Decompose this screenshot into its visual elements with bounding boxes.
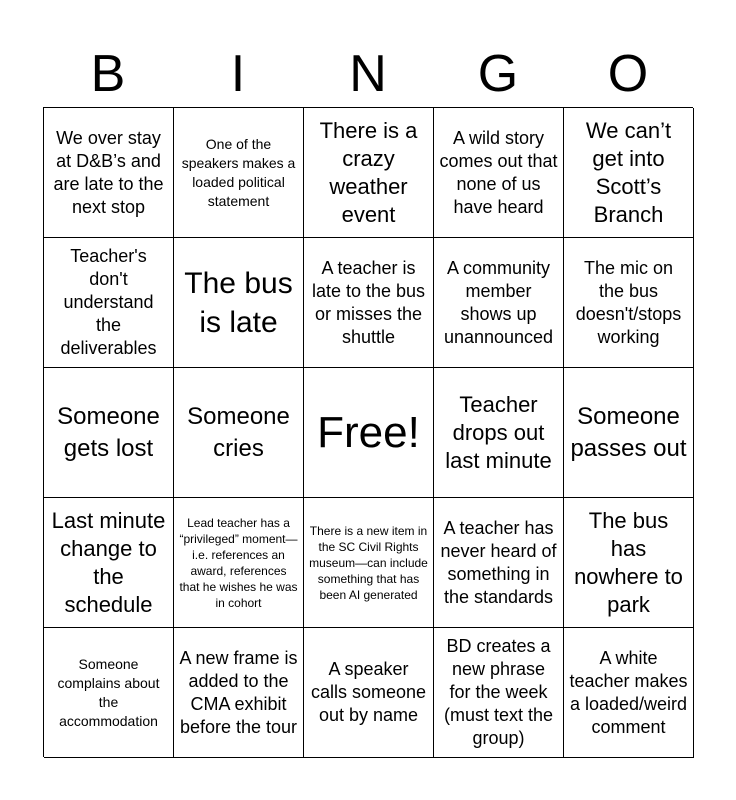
bingo-cell-text: A white teacher makes a loaded/weird comment xyxy=(569,647,688,737)
bingo-cell-r4-c4[interactable] xyxy=(434,498,564,628)
bingo-cell-r5-c1[interactable] xyxy=(44,628,174,758)
bingo-cell-text: Teacher's don't understand the deliverables xyxy=(60,246,157,358)
bingo-cell-text: There is a crazy weather event xyxy=(319,117,418,227)
bingo-cell-text: BD creates a new phrase for the week (must text the group) xyxy=(443,636,554,748)
bingo-cell-r5-c2[interactable] xyxy=(174,628,304,758)
bingo-cell-r5-c4[interactable] xyxy=(434,628,564,758)
bingo-cell-r2-c4[interactable] xyxy=(434,238,564,368)
bingo-cell-r1-c4[interactable] xyxy=(434,108,564,238)
bingo-cell-text: The bus has nowhere to park xyxy=(574,507,683,617)
bingo-cell-text: The mic on the bus doesn't/stops working xyxy=(575,257,682,347)
bingo-cell-text: A speaker calls someone out by name xyxy=(310,659,427,725)
header-letter-n: N xyxy=(349,45,387,103)
bingo-cell-r2-c5[interactable] xyxy=(564,238,694,368)
bingo-cell-r4-c1[interactable] xyxy=(44,498,174,628)
bingo-cell-text: Teacher drops out last minute xyxy=(445,391,552,473)
bingo-cell-text: Someone gets lost xyxy=(57,402,160,462)
bingo-cell-r3-c2[interactable] xyxy=(174,368,304,498)
free-space-text: Free! xyxy=(317,407,420,457)
bingo-cell-r1-c3[interactable] xyxy=(304,108,434,238)
bingo-cell-text: We over stay at D&B’s and are late to the next stop xyxy=(53,127,164,217)
bingo-cell-r1-c2[interactable] xyxy=(174,108,304,238)
bingo-cell-r1-c5[interactable] xyxy=(564,108,694,238)
bingo-cell-text: One of the speakers makes a loaded political statement xyxy=(181,135,296,209)
header-letter-g: G xyxy=(477,45,519,103)
bingo-cell-text: Last minute change to the schedule xyxy=(51,507,166,617)
bingo-cell-text: A wild story comes out that none of us have heard xyxy=(439,127,558,217)
bingo-cell-text: Someone complains about the accommodation xyxy=(57,655,160,729)
bingo-header xyxy=(43,42,693,106)
bingo-cell-text: We can’t get into Scott’s Branch xyxy=(585,117,672,227)
bingo-cell-r3-c1[interactable] xyxy=(44,368,174,498)
bingo-cell-r1-c1[interactable] xyxy=(44,108,174,238)
bingo-cell-text: A new frame is added to the CMA exhibit before the tour xyxy=(179,647,298,737)
header-letter-o: O xyxy=(607,45,649,103)
bingo-cell-r3-c5[interactable] xyxy=(564,368,694,498)
header-letter-i: I xyxy=(230,45,246,103)
bingo-cell-r2-c1[interactable] xyxy=(44,238,174,368)
bingo-cell-text: There is a new item in the SC Civil Rights museum—can include something that has been AI generated xyxy=(309,523,428,602)
bingo-cell-text: Someone passes out xyxy=(570,402,687,462)
bingo-cell-text: Lead teacher has a “privileged” moment—i.e. references an award, references that he wishes he was in cohort xyxy=(179,515,298,610)
bingo-cell-text: A community member shows up unannounced xyxy=(443,257,554,347)
bingo-cell-r4-c3[interactable] xyxy=(304,498,434,628)
bingo-cell-text: The bus is late xyxy=(184,266,293,339)
bingo-cell-r5-c3[interactable] xyxy=(304,628,434,758)
bingo-cell-text: Someone cries xyxy=(187,402,290,462)
bingo-cell-r4-c5[interactable] xyxy=(564,498,694,628)
header-letter-b: B xyxy=(90,45,126,103)
bingo-cell-r2-c2[interactable] xyxy=(174,238,304,368)
bingo-cell-r2-c3[interactable] xyxy=(304,238,434,368)
bingo-cell-r4-c2[interactable] xyxy=(174,498,304,628)
bingo-board xyxy=(43,107,693,757)
bingo-cell-r3-c4[interactable] xyxy=(434,368,564,498)
bingo-cell-free[interactable] xyxy=(304,368,434,498)
bingo-cell-r5-c5[interactable] xyxy=(564,628,694,758)
bingo-cell-text: A teacher has never heard of something in the standards xyxy=(440,517,557,607)
bingo-cell-text: A teacher is late to the bus or misses the shuttle xyxy=(311,257,426,347)
